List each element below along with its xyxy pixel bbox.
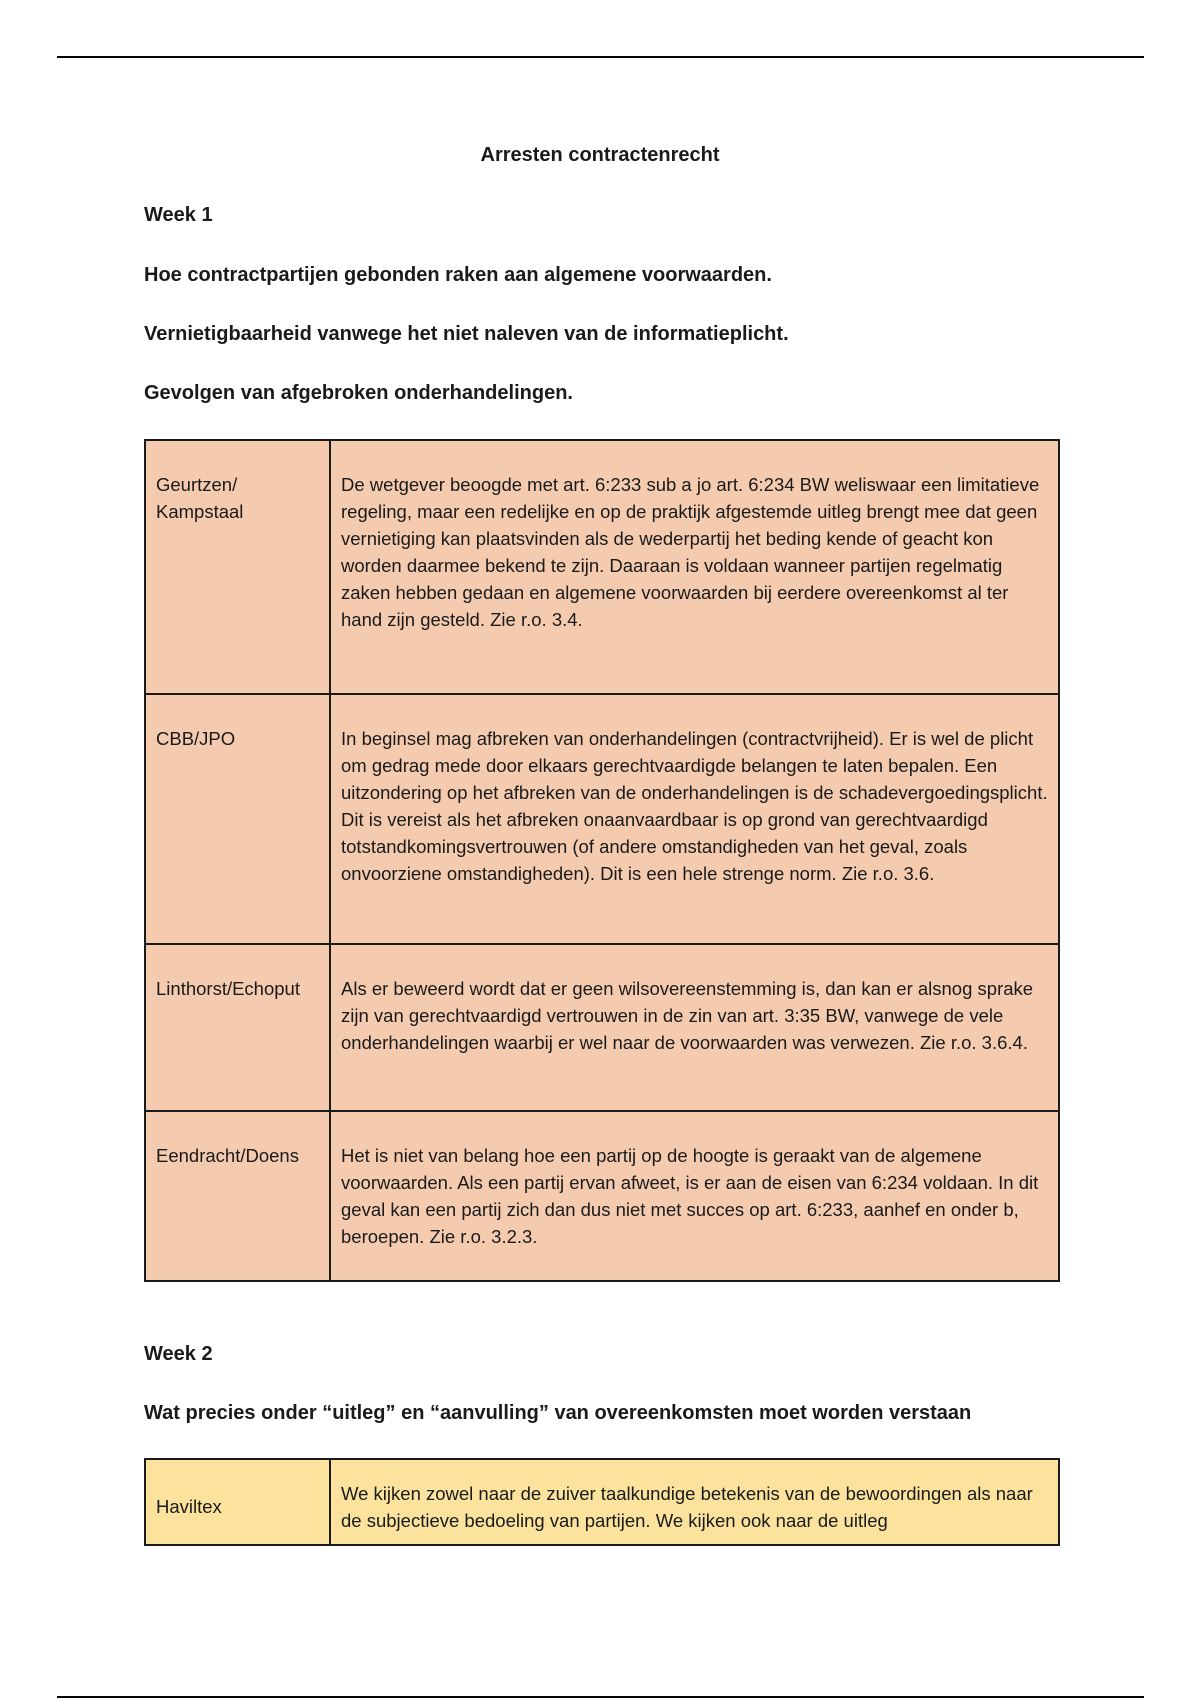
table-row (145, 440, 1059, 694)
case-name: Linthorst/Echoput (145, 944, 330, 1111)
case-summary: Als er beweerd wordt dat er geen wilsovereenstemming is, dan kan er alsnog sprake zijn van gerechtvaardigd vertrouwen in de zin van art. 3:35 BW, vanwege de vele onderhandelingen waarbij er wel naar de voorwaarden was verwezen. Zie r.o. 3.6.4. (330, 944, 1059, 1111)
case-summary: De wetgever beoogde met art. 6:233 sub a jo art. 6:234 BW weliswaar een limitatieve regeling, maar een redelijke en op de praktijk afgestemde uitleg brengt mee dat geen vernietiging kan plaatsvinden als de wederpartij het beding kende of geacht kon worden daarmee bekend te zijn. Daaraan is voldaan wanneer partijen regelmatig zaken hebben gedaan en algemene voorwaarden bij eerdere overeenkomst al ter hand zijn gesteld. Zie r.o. 3.4. (330, 440, 1059, 694)
week1-heading: Week 1 (144, 204, 213, 226)
case-name: Haviltex (145, 1459, 330, 1545)
week1-topic-1: Hoe contractpartijen gebonden raken aan algemene voorwaarden. (144, 264, 772, 286)
week1-topic-3: Gevolgen van afgebroken onderhandelingen. (144, 382, 573, 404)
case-summary: Het is niet van belang hoe een partij op de hoogte is geraakt van de algemene voorwaarden. Als een partij ervan afweet, is er aan de eisen van 6:234 voldaan. In dit geval kan een partij zich dan dus niet met succes op art. 6:233, aanhef en onder b, beroepen. Zie r.o. 3.2.3. (330, 1111, 1059, 1281)
week1-topic-2: Vernietigbaarheid vanwege het niet naleven van de informatieplicht. (144, 323, 789, 345)
table-row (145, 944, 1059, 1111)
page-top-rule (57, 56, 1144, 58)
table-row (145, 694, 1059, 944)
week2-heading: Week 2 (144, 1343, 213, 1365)
case-summary: We kijken zowel naar de zuiver taalkundige betekenis van de bewoordingen als naar de subjectieve bedoeling van partijen. We kijken ook naar de uitleg (330, 1459, 1059, 1545)
case-name: CBB/JPO (145, 694, 330, 944)
case-name: Geurtzen/ Kampstaal (145, 440, 330, 694)
week2-topic: Wat precies onder “uitleg” en “aanvulling” van overeenkomsten moet worden verstaan (144, 1402, 972, 1424)
document-title: Arresten contractenrecht (480, 144, 720, 166)
page-bottom-rule (57, 1696, 1144, 1698)
table-row (145, 1459, 1059, 1545)
table-row (145, 1111, 1059, 1281)
week2-case-table (144, 1458, 1060, 1546)
case-summary: In beginsel mag afbreken van onderhandelingen (contractvrijheid). Er is wel de plicht om gedrag mede door elkaars gerechtvaardigde belangen te laten bepalen. Een uitzondering op het afbreken van de onderhandelingen is de schadevergoedingsplicht. Dit is vereist als het afbreken onaanvaardbaar is op grond van gerechtvaardigd totstandkomingsvertrouwen (of andere omstandigheden van het geval, zoals onvoorziene omstandigheden). Dit is een hele strenge norm. Zie r.o. 3.6. (330, 694, 1059, 944)
week1-case-table (144, 439, 1060, 1282)
case-name: Eendracht/Doens (145, 1111, 330, 1281)
